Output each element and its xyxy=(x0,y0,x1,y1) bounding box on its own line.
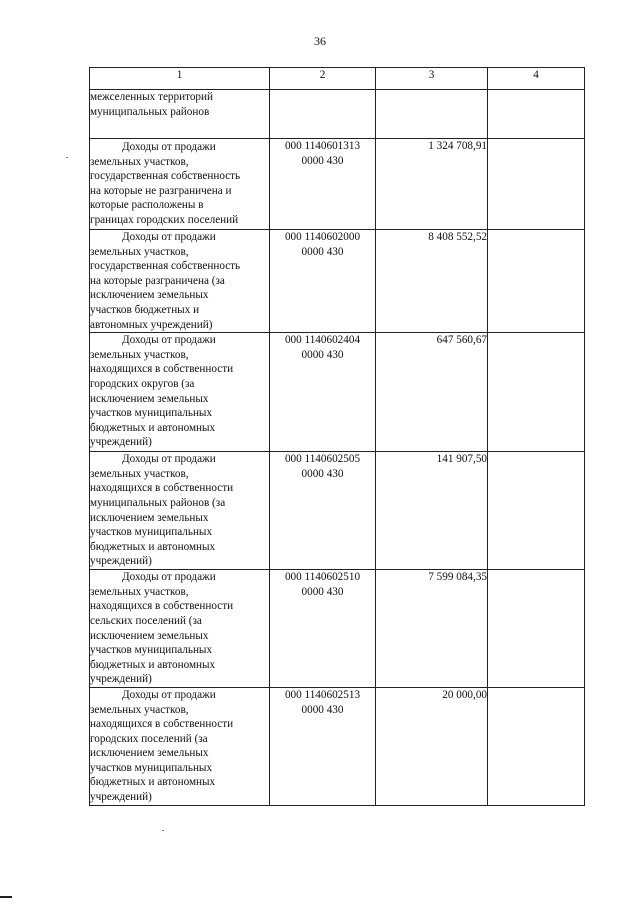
revenue-name-cell xyxy=(90,687,270,805)
column-4-cell xyxy=(488,452,585,570)
name-line: автономных учреждений) xyxy=(90,318,213,331)
name-line: учреждений) xyxy=(90,791,152,804)
code-line: 000 1140602505 xyxy=(284,453,361,466)
code-cell xyxy=(270,333,376,452)
revenue-table xyxy=(89,67,585,806)
column-header-3: 3 xyxy=(376,68,488,90)
table-header-row xyxy=(90,68,585,90)
name-line: находящихся в собственности xyxy=(90,482,234,495)
name-line: бюджетных и автономных xyxy=(90,658,216,671)
table-row xyxy=(90,570,585,688)
code-line: 000 1140602404 xyxy=(284,334,361,347)
name-line: учреждений) xyxy=(90,436,152,449)
name-line: муниципальных районов xyxy=(90,105,210,118)
name-line: на которые не разграничена и xyxy=(90,184,232,197)
amount-cell: 8 408 552,52 xyxy=(376,230,488,333)
code-line: 000 1140602510 xyxy=(284,571,361,584)
name-line: государственная собственность xyxy=(90,170,241,183)
name-line: участков муниципальных xyxy=(90,644,213,657)
column-header-4: 4 xyxy=(488,68,585,90)
code-line: 0000 430 xyxy=(301,703,344,716)
scan-edge-mark xyxy=(0,896,12,898)
code-line: 000 1140602000 xyxy=(284,231,361,243)
name-line: земельных участков, xyxy=(90,585,189,598)
revenue-name-cell xyxy=(90,570,270,688)
name-line: Доходы от продажи xyxy=(122,453,216,466)
name-line: Доходы от продажи xyxy=(122,688,216,701)
code-cell xyxy=(270,687,376,805)
amount-cell: 1 324 708,91 xyxy=(376,139,488,230)
table-row xyxy=(90,452,585,570)
name-line: находящихся в собственности xyxy=(90,600,234,613)
code-cell xyxy=(270,139,376,230)
scan-speck xyxy=(66,157,68,158)
name-line: которые расположены в xyxy=(90,199,204,212)
column-4-cell xyxy=(488,90,585,139)
revenue-name-cell xyxy=(90,333,270,452)
name-line: исключением земельных xyxy=(90,629,209,642)
scan-speck xyxy=(162,830,164,831)
name-line: сельских поселений (за xyxy=(90,614,202,627)
code-cell xyxy=(270,90,376,139)
revenue-name-cell xyxy=(90,90,270,139)
table-row xyxy=(90,333,585,452)
column-4-cell xyxy=(488,230,585,333)
name-line: Доходы от продажи xyxy=(122,571,216,584)
column-header-1: 1 xyxy=(90,68,270,90)
column-4-cell xyxy=(488,687,585,805)
name-line: исключением земельных xyxy=(90,392,209,405)
code-line: 000 1140601313 xyxy=(284,140,361,152)
table-row xyxy=(90,139,585,230)
name-line: земельных участков, xyxy=(90,467,189,480)
amount-cell: 141 907,50 xyxy=(376,452,488,570)
name-line: на которые разграничена (за xyxy=(90,274,225,287)
name-line: бюджетных и автономных xyxy=(90,776,216,789)
name-line: участков муниципальных xyxy=(90,407,213,420)
code-cell xyxy=(270,452,376,570)
name-line: участков муниципальных xyxy=(90,526,213,539)
table-row xyxy=(90,230,585,333)
name-line: бюджетных и автономных xyxy=(90,421,216,434)
code-cell xyxy=(270,570,376,688)
table-row xyxy=(90,687,585,805)
amount-cell xyxy=(376,90,488,139)
name-line: находящихся в собственности xyxy=(90,363,234,376)
name-line: земельных участков, xyxy=(90,348,189,361)
code-line: 0000 430 xyxy=(301,585,344,598)
amount-cell: 7 599 084,35 xyxy=(376,570,488,688)
name-line: исключением земельных xyxy=(90,747,209,760)
code-line: 0000 430 xyxy=(301,154,344,167)
name-line: исключением земельных xyxy=(90,511,209,524)
code-line: 0000 430 xyxy=(301,348,344,361)
column-4-cell xyxy=(488,570,585,688)
name-line: земельных участков, xyxy=(90,155,189,168)
name-line: городских округов (за xyxy=(90,377,195,390)
name-line: муниципальных районов (за xyxy=(90,496,226,509)
revenue-name-cell xyxy=(90,230,270,333)
name-line: бюджетных и автономных xyxy=(90,540,216,553)
code-cell xyxy=(270,230,376,333)
name-line: государственная собственность xyxy=(90,260,241,273)
name-line: Доходы от продажи xyxy=(122,141,216,153)
name-line: исключением земельных xyxy=(90,289,209,302)
name-line: городских поселений (за xyxy=(90,732,208,745)
name-line: земельных участков, xyxy=(90,703,189,716)
revenue-name-cell xyxy=(90,139,270,230)
name-line: учреждений) xyxy=(90,555,152,568)
name-line: находящихся в собственности xyxy=(90,718,234,731)
column-4-cell xyxy=(488,139,585,230)
column-header-2: 2 xyxy=(270,68,376,90)
name-line: границах городских поселений xyxy=(90,213,239,226)
name-line: земельных участков, xyxy=(90,245,189,258)
amount-cell: 20 000,00 xyxy=(376,687,488,805)
table-row-continuation xyxy=(90,90,585,139)
name-line: участков бюджетных и xyxy=(90,303,200,316)
amount-cell: 647 560,67 xyxy=(376,333,488,452)
name-line: учреждений) xyxy=(90,673,152,686)
name-line: межселенных территорий xyxy=(90,91,214,103)
name-line: Доходы от продажи xyxy=(122,334,216,347)
name-line: Доходы от продажи xyxy=(122,231,216,243)
code-line: 0000 430 xyxy=(301,467,344,480)
page-number: 36 xyxy=(314,34,326,48)
revenue-name-cell xyxy=(90,452,270,570)
code-line: 000 1140602513 xyxy=(284,688,361,701)
column-4-cell xyxy=(488,333,585,452)
code-line: 0000 430 xyxy=(301,245,344,258)
name-line: участков муниципальных xyxy=(90,761,213,774)
